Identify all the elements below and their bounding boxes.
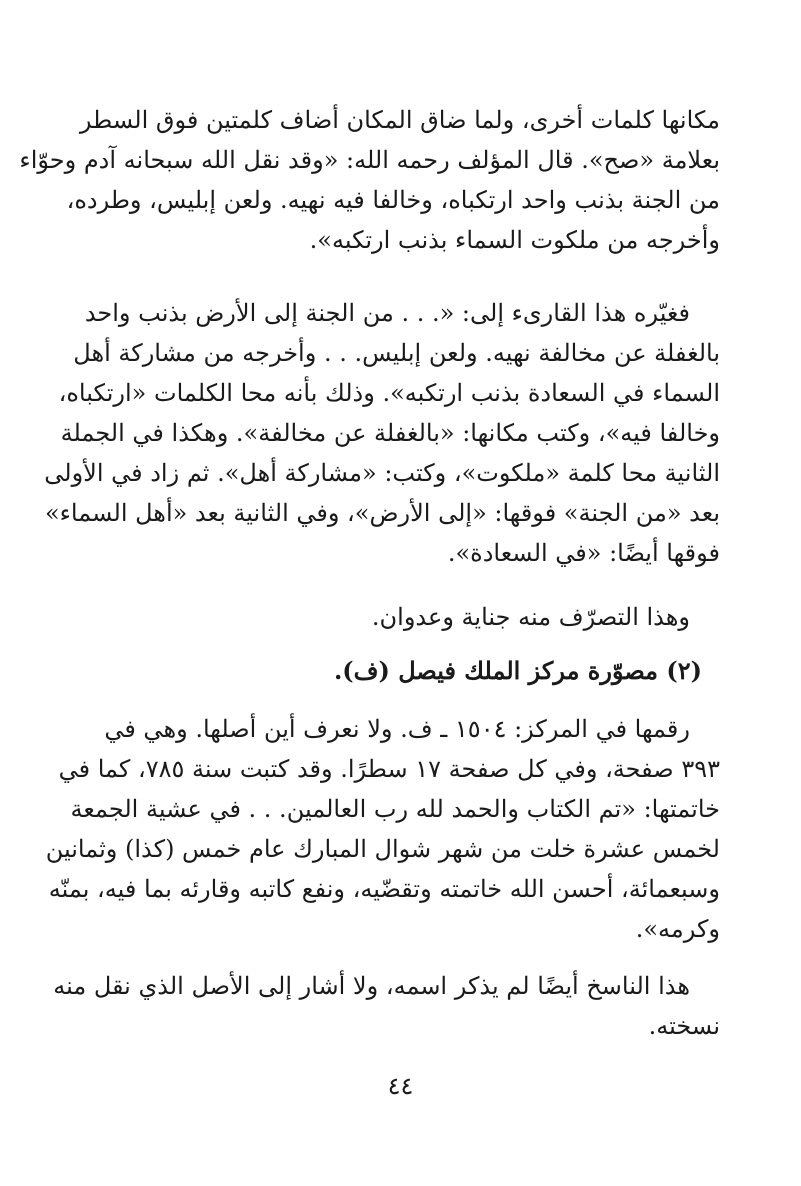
page-number: ٤٤	[387, 1072, 414, 1100]
text-line: رقمها في المركز: ١٥٠٤ ـ ف. ولا نعرف أين أصلها. وهي في	[104, 715, 690, 743]
paragraph-4	[45, 709, 720, 949]
text-line: من الجنة بذنب واحد ارتكباه، وخالفا فيه نهيه. ولعن إبليس، وطرده،	[66, 186, 720, 214]
paragraph-3	[80, 597, 720, 637]
text-line: السماء في السعادة بذنب ارتكبه». وذلك بأنه محا الكلمات «ارتكباه،	[58, 379, 720, 407]
text-line: وأخرجه من ملكوت السماء بذنب ارتكبه».	[309, 226, 720, 254]
text-line: مكانها كلمات أخرى، ولما ضاق المكان أضاف كلمتين فوق السطر	[79, 106, 720, 134]
text-line: وسبعمائة، أحسن الله خاتمته وتقضّيه، ونفع كاتبه وقارئه بما فيه، بمنّه	[48, 875, 720, 903]
text-line: بالغفلة عن مخالفة نهيه. ولعن إبليس. . . وأخرجه من مشاركة أهل	[73, 339, 720, 367]
text-line: هذا الناسخ أيضًا لم يذكر اسمه، ولا أشار إلى الأصل الذي نقل منه	[53, 972, 690, 1000]
text-line: بعد «من الجنة» فوقها: «إلى الأرض»، وفي الثانية بعد «أهل السماء»	[44, 499, 720, 527]
paragraph-5	[53, 966, 720, 1046]
section-heading: (٢) مصوّرة مركز الملك فيصل (ف).	[333, 656, 702, 685]
text-line: فوقها أيضًا: «في السعادة».	[447, 539, 720, 567]
text-line: وكرمه».	[635, 915, 720, 943]
text-line: وخالفا فيه»، وكتب مكانها: «بالغفلة عن مخالفة». وهكذا في الجملة	[60, 419, 720, 447]
text-line: ٣٩٣ صفحة، وفي كل صفحة ١٧ سطرًا. وقد كتبت سنة ٧٨٥، كما في	[58, 755, 720, 783]
text-line: نسخته.	[648, 1012, 720, 1040]
text-line: خاتمتها: «تم الكتاب والحمد لله رب العالمين. . . في عشية الجمعة	[70, 795, 720, 823]
text-line: وهذا التصرّف منه جناية وعدوان.	[371, 603, 690, 631]
text-line: بعلامة «صح». قال المؤلف رحمه الله: «وقد نقل الله سبحانه آدم وحوّاء	[19, 146, 720, 174]
paragraph-2	[44, 293, 720, 573]
paragraph-1	[19, 100, 720, 260]
text-line: لخمس عشرة خلت من شهر شوال المبارك عام خمس (كذا) وثمانين	[45, 835, 720, 863]
text-line: الثانية محا كلمة «ملكوت»، وكتب: «مشاركة أهل». ثم زاد في الأولى	[44, 459, 720, 487]
text-line: فغيّره هذا القارىء إلى: «. . . من الجنة إلى الأرض بذنب واحد	[84, 299, 690, 327]
